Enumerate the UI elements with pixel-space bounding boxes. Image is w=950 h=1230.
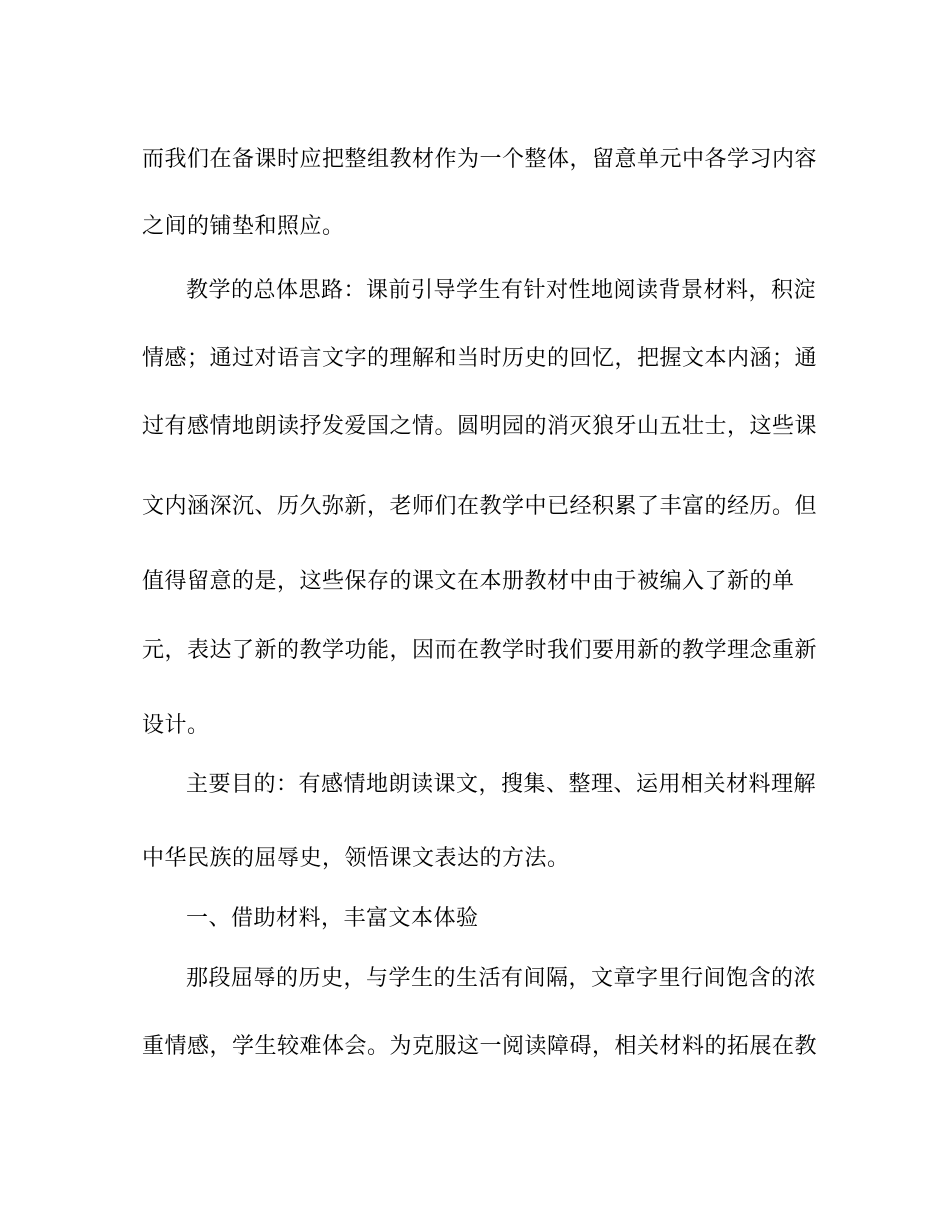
paragraph-first-line: 主要目的：有感情地朗读课文，搜集、整理、运用相关材料理解 [186, 772, 817, 797]
text-line: 之间的铺垫和照应。 [142, 214, 345, 239]
text-line: 情感；通过对语言文字的理解和当时历史的回忆，把握文本内涵；通 [142, 346, 818, 371]
text-line: 元，表达了新的教学功能，因而在教学时我们要用新的教学理念重新 [142, 638, 818, 663]
text-line: 重情感，学生较难体会。为克服这一阅读障碍，相关材料的拓展在教 [142, 1034, 818, 1059]
text-line: 过有感情地朗读抒发爱国之情。圆明园的消灭狼牙山五壮士，这些课 [142, 414, 818, 439]
text-line: 设计。 [142, 713, 210, 738]
text-line: 而我们在备课时应把整组教材作为一个整体，留意单元中各学习内容 [142, 147, 818, 172]
paragraph-first-line: 那段屈辱的历史，与学生的生活有间隔，文章字里行间饱含的浓 [186, 966, 817, 991]
text-line: 中华民族的屈辱史，领悟课文表达的方法。 [142, 846, 570, 871]
text-line: 文内涵深沉、历久弥新，老师们在教学中已经积累了丰富的经历。但 [142, 494, 818, 519]
section-heading: 一、借助材料，丰富文本体验 [186, 906, 479, 931]
paragraph-first-line: 教学的总体思路：课前引导学生有针对性地阅读背景材料，积淀 [186, 278, 817, 303]
text-line: 值得留意的是，这些保存的课文在本册教材中由于被编入了新的单 [142, 569, 795, 594]
